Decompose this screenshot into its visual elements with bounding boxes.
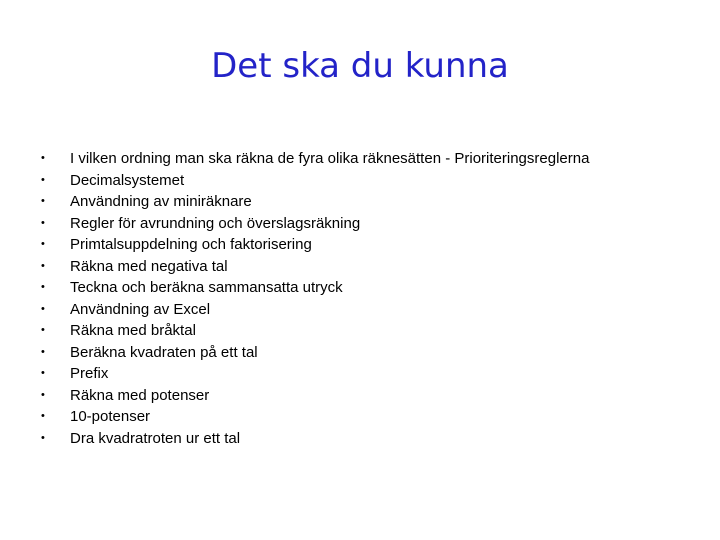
bullet-icon: • bbox=[41, 410, 45, 422]
list-item-text: Dra kvadratroten ur ett tal bbox=[70, 429, 241, 447]
list-item bbox=[0, 234, 720, 256]
list-item-text: Regler för avrundning och överslagsräkning bbox=[70, 214, 361, 232]
list-item-text: Räkna med negativa tal bbox=[70, 257, 228, 275]
list-item-text: Räkna med bråktal bbox=[70, 322, 196, 339]
bullet-icon: • bbox=[41, 345, 45, 358]
list-item bbox=[0, 148, 720, 170]
list-item bbox=[0, 256, 720, 278]
list-item bbox=[0, 342, 720, 364]
bullet-icon: • bbox=[41, 281, 45, 293]
list-item bbox=[0, 191, 720, 213]
list-item bbox=[0, 213, 720, 235]
list-item-text: I vilken ordning man ska räkna de fyra olika räknesätten - Prioriteringsreglerna bbox=[70, 150, 590, 167]
slide-title: Det ska du kunna bbox=[211, 46, 509, 86]
list-item-text: Beräkna kvadraten på ett tal bbox=[70, 343, 258, 361]
list-item bbox=[0, 428, 720, 450]
bullet-icon: • bbox=[41, 216, 45, 229]
list-item-text: Primtalsuppdelning och faktorisering bbox=[70, 236, 312, 253]
list-item bbox=[0, 299, 720, 321]
bullet-icon: • bbox=[41, 259, 45, 272]
bullet-icon: • bbox=[41, 238, 45, 250]
list-item bbox=[0, 277, 720, 299]
list-item bbox=[0, 320, 720, 342]
list-item-text: Användning av Excel bbox=[70, 300, 211, 318]
list-item-text: Användning av miniräknare bbox=[70, 193, 252, 210]
list-item-text: 10-potenser bbox=[70, 408, 151, 425]
list-item-text: Teckna och beräkna sammansatta utryck bbox=[70, 279, 343, 296]
list-item bbox=[0, 406, 720, 428]
bullet-icon: • bbox=[41, 173, 45, 186]
bullet-icon: • bbox=[41, 367, 45, 379]
bullet-icon: • bbox=[41, 152, 45, 164]
bullet-list bbox=[0, 148, 720, 449]
list-item bbox=[0, 363, 720, 385]
list-item bbox=[0, 170, 720, 192]
bullet-icon: • bbox=[41, 431, 45, 444]
bullet-icon: • bbox=[41, 195, 45, 207]
list-item-text: Räkna med potenser bbox=[70, 386, 210, 404]
list-item-text: Decimalsystemet bbox=[70, 171, 185, 189]
bullet-icon: • bbox=[41, 302, 45, 315]
list-item-text: Prefix bbox=[70, 365, 109, 382]
bullet-icon: • bbox=[41, 388, 45, 401]
bullet-icon: • bbox=[41, 324, 45, 336]
list-item bbox=[0, 385, 720, 407]
